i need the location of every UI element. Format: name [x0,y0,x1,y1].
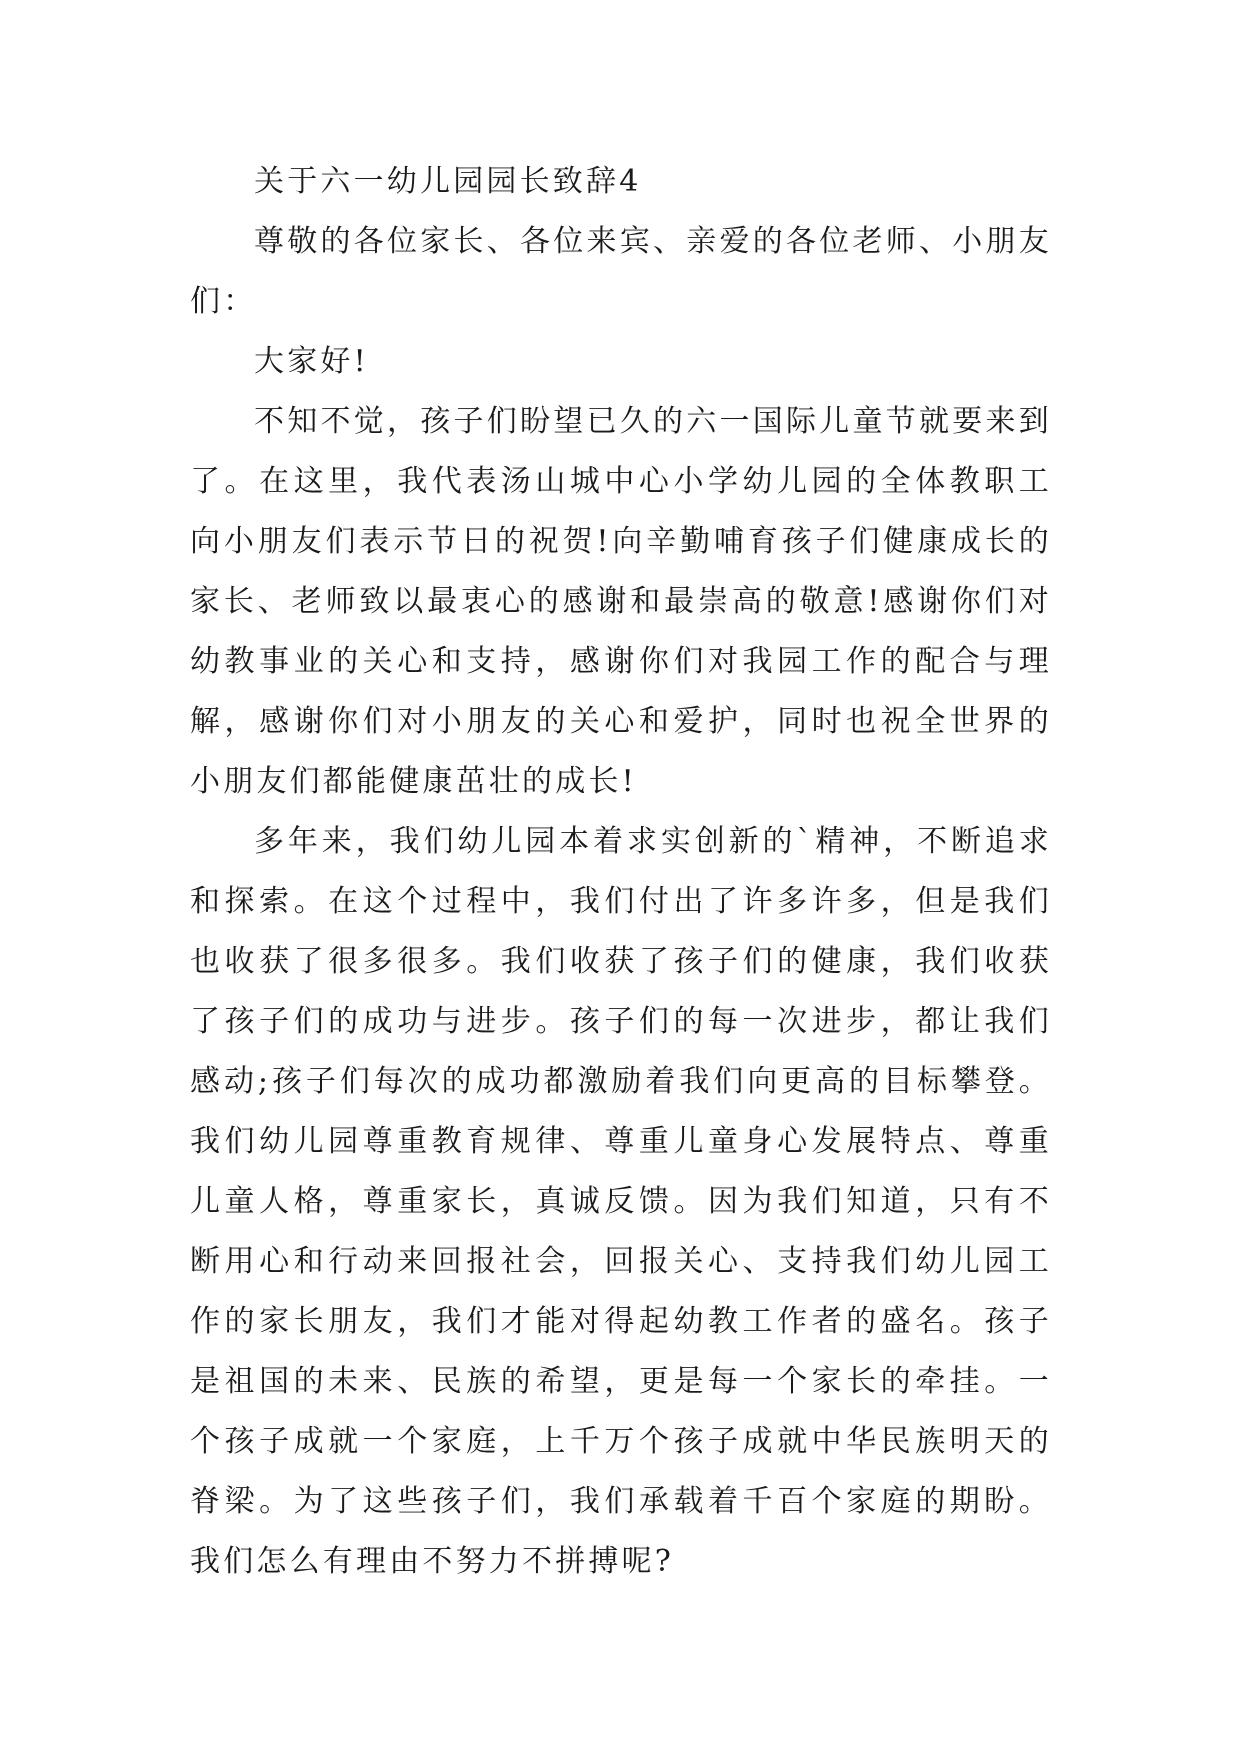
document-body [190,152,1052,1592]
body-paragraph-1: 不知不觉，孩子们盼望已久的六一国际儿童节就要来到了。在这里，我代表汤山城中心小学幼儿园的全体教职工向小朋友们表示节日的祝贺!向辛勤哺育孩子们健康成长的家长、老师致以最衷心的感谢和最崇高的敬意!感谢你们对幼教事业的关心和支持，感谢你们对我园工作的配合与理解，感谢你们对小朋友的关心和爱护，同时也祝全世界的小朋友们都能健康茁壮的成长! [190,404,1052,799]
document-title: 关于六一幼儿园园长致辞4 [254,164,642,199]
greeting-paragraph: 大家好! [254,344,369,379]
salutation-paragraph: 尊敬的各位家长、各位来宾、亲爱的各位老师、小朋友们： [190,224,1052,319]
body-paragraph-2: 多年来，我们幼儿园本着求实创新的`精神，不断追求和探索。在这个过程中，我们付出了许多许多，但是我们也收获了很多很多。我们收获了孩子们的健康，我们收获了孩子们的成功与进步。孩子们的每一次进步，都让我们感动;孩子们每次的成功都激励着我们向更高的目标攀登。我们幼儿园尊重教育规律、尊重儿童身心发展特点、尊重儿童人格，尊重家长，真诚反馈。因为我们知道，只有不断用心和行动来回报社会，回报关心、支持我们幼儿园工作的家长朋友，我们才能对得起幼教工作者的盛名。孩子是祖国的未来、民族的希望，更是每一个家长的牵挂。一个孩子成就一个家庭，上千万个孩子成就中华民族明天的脊梁。为了这些孩子们，我们承载着千百个家庭的期盼。我们怎么有理由不努力不拼搏呢? [190,824,1052,1579]
